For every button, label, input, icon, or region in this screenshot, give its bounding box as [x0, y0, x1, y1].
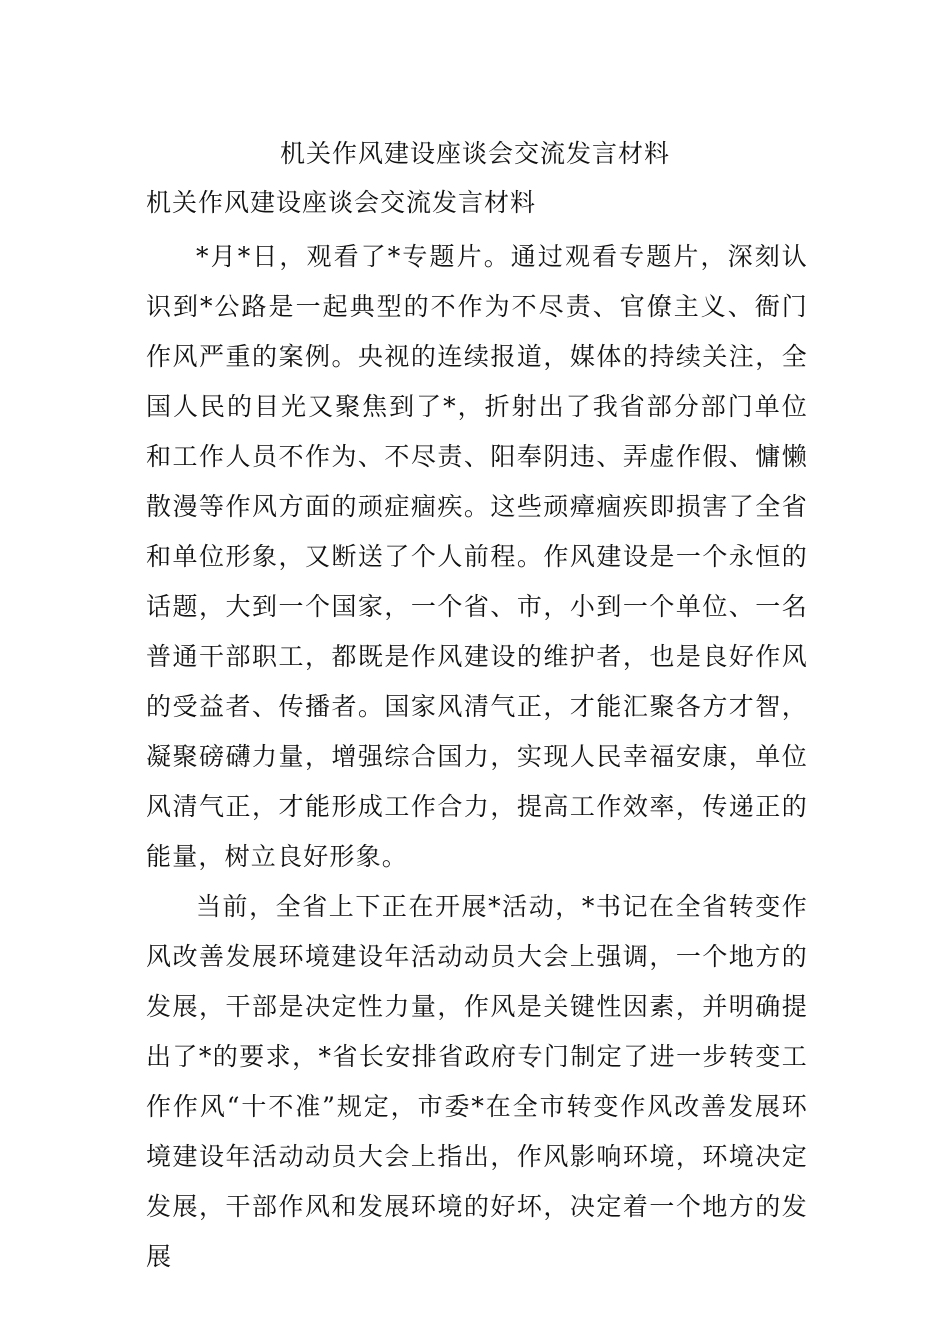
- document-body: [146, 232, 808, 1282]
- document-subtitle: 机关作风建设座谈会交流发言材料: [146, 188, 537, 217]
- document-title: 机关作风建设座谈会交流发言材料: [279, 139, 670, 168]
- paragraph: 当前，全省上下正在开展*活动，*书记在全省转变作风改善发展环境建设年活动动员大会上强调，一个地方的发展，干部是决定性力量，作风是关键性因素，并明确提出了*的要求，*省长安排省政府专门制定了进一步转变工作作风“十不准”规定，市委*在全市转变作风改善发展环境建设年活动动员大会上指出，作风影响环境，环境决定发展，干部作风和发展环境的好坏，决定着一个地方的发展: [146, 892, 808, 1271]
- paragraph: *月*日，观看了*专题片。通过观看专题片，深刻认识到*公路是一起典型的不作为不尽责、官僚主义、衙门作风严重的案例。央视的连续报道，媒体的持续关注，全国人民的目光又聚焦到了*，折射出了我省部分部门单位和工作人员不作为、不尽责、阳奉阴违、弄虚作假、慵懒散漫等作风方面的顽症痼疾。这些顽瘴痼疾即损害了全省和单位形象，又断送了个人前程。作风建设是一个永恒的话题，大到一个国家，一个省、市，小到一个单位、一名普通干部职工，都既是作风建设的维护者，也是良好作风的受益者、传播者。国家风清气正，才能汇聚各方才智，凝聚磅礴力量，增强综合国力，实现人民幸福安康，单位风清气正，才能形成工作合力，提高工作效率，传递正的能量，树立良好形象。: [146, 242, 808, 871]
